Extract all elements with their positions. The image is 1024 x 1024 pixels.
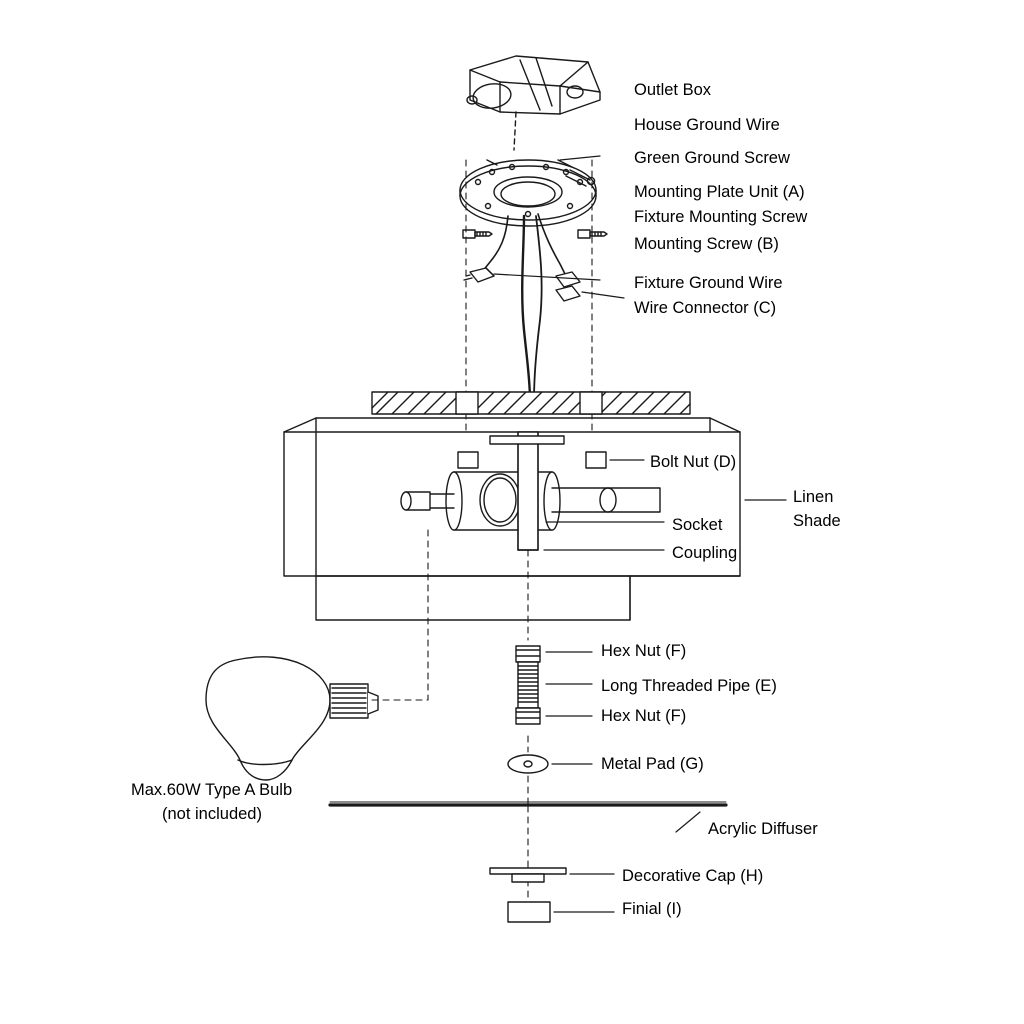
label-acrylic-diffuser: Acrylic Diffuser bbox=[708, 820, 818, 838]
metal-pad-graphic bbox=[508, 755, 548, 773]
fixture-wires-graphic bbox=[464, 214, 580, 400]
label-green-ground-screw: Green Ground Screw bbox=[634, 149, 790, 167]
label-bulb-line2: (not included) bbox=[162, 805, 262, 823]
label-decorative-cap-h: Decorative Cap (H) bbox=[622, 867, 764, 885]
label-socket: Socket bbox=[672, 516, 723, 534]
label-outlet-box: Outlet Box bbox=[634, 81, 712, 99]
mounting-screws-graphic bbox=[463, 230, 607, 238]
label-metal-pad-g: Metal Pad (G) bbox=[601, 755, 704, 773]
decorative-cap-graphic bbox=[490, 868, 566, 882]
label-linen-shade-line1: Linen bbox=[793, 488, 834, 506]
top-plate-graphic bbox=[372, 392, 690, 414]
label-linen-shade-line2: Shade bbox=[793, 512, 841, 530]
finial-graphic bbox=[508, 902, 550, 922]
bulb-graphic bbox=[206, 657, 378, 780]
label-hex-nut-f-top: Hex Nut (F) bbox=[601, 642, 687, 660]
label-fixture-mounting-screw: Fixture Mounting Screw bbox=[634, 208, 808, 226]
label-house-ground-wire: House Ground Wire bbox=[634, 116, 780, 134]
label-fixture-ground-wire: Fixture Ground Wire bbox=[634, 274, 783, 292]
label-mounting-plate-unit-a: Mounting Plate Unit (A) bbox=[634, 183, 805, 201]
label-mounting-screw-b: Mounting Screw (B) bbox=[634, 235, 779, 253]
mounting-plate-graphic bbox=[460, 160, 596, 226]
label-hex-nut-f-bottom: Hex Nut (F) bbox=[601, 707, 687, 725]
outlet-box-graphic bbox=[467, 56, 600, 114]
label-wire-connector-c: Wire Connector (C) bbox=[634, 299, 777, 317]
label-long-threaded-pipe-e: Long Threaded Pipe (E) bbox=[601, 677, 777, 695]
threaded-pipe-graphic bbox=[516, 646, 540, 724]
label-coupling: Coupling bbox=[672, 544, 738, 562]
label-bolt-nut-d: Bolt Nut (D) bbox=[650, 453, 737, 471]
label-bulb-line1: Max.60W Type A Bulb bbox=[131, 781, 293, 799]
label-finial-i: Finial (I) bbox=[622, 900, 682, 918]
acrylic-diffuser-graphic bbox=[330, 802, 726, 805]
